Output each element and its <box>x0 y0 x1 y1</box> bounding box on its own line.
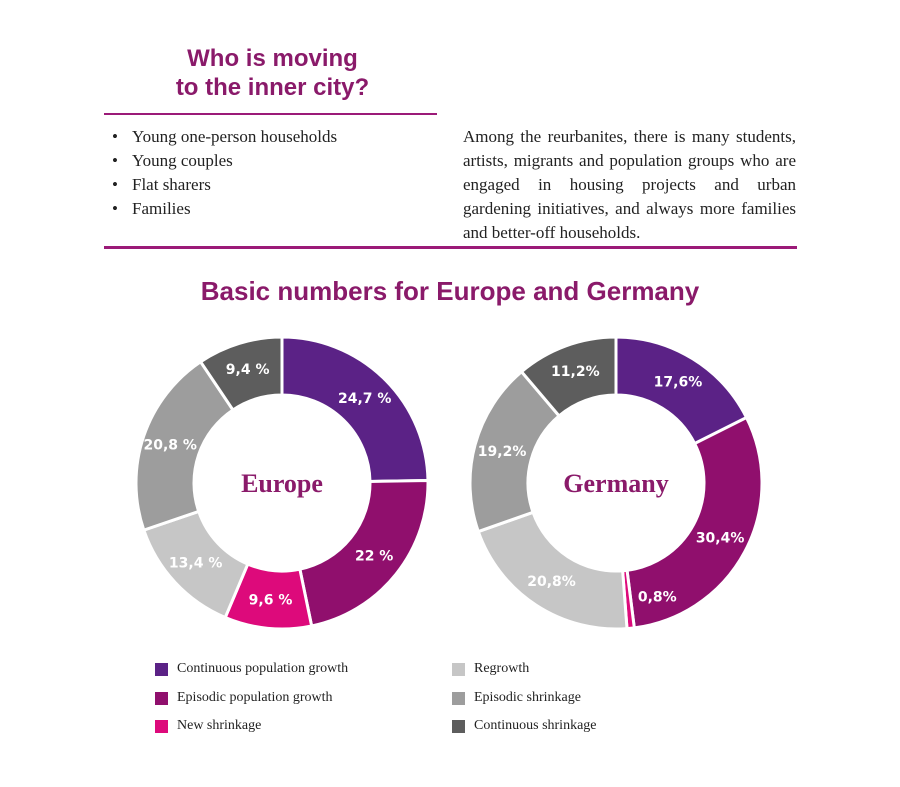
legend-label: Regrowth <box>474 661 530 676</box>
slice-value-label: 19,2% <box>477 444 527 461</box>
donut-slice-regrowth <box>478 512 627 629</box>
slice-value-label: 20,8% <box>527 573 576 590</box>
slice-value-label: 0,8% <box>637 589 677 606</box>
slice-value-label: 9,6 % <box>248 592 293 609</box>
legend-swatch <box>155 720 168 733</box>
list-item: • Young couples <box>112 149 337 173</box>
legend-swatch <box>452 720 465 733</box>
slice-value-label: 13,4 % <box>168 555 223 572</box>
mover-groups-list <box>112 125 337 221</box>
intro-paragraph: Among the reurbanites, there is many students, artists, migrants and population groups who are engaged in housing projects and urban gardening initiatives, and always more families and better-off households. <box>463 127 796 242</box>
slice-value-label: 24,7 % <box>337 390 392 407</box>
slice-value-label: 20,8 % <box>143 437 197 454</box>
legend-label: Episodic population growth <box>177 690 333 705</box>
legend-label: New shrinkage <box>177 718 262 733</box>
slice-value-label: 22 % <box>354 548 394 565</box>
intro-heading <box>110 44 435 102</box>
section-divider <box>104 246 797 249</box>
slice-value-label: 9,4 % <box>225 362 270 379</box>
legend-item <box>452 659 529 679</box>
list-item: • Young one-person households <box>112 125 337 149</box>
legend-item <box>452 688 581 708</box>
list-item: • Families <box>112 197 337 221</box>
legend-item <box>155 716 261 736</box>
donut-center-label: Europe <box>241 469 323 498</box>
legend-label: Continuous population growth <box>177 661 349 676</box>
donut-charts <box>0 320 900 640</box>
slice-value-label: 30,4% <box>695 530 745 547</box>
heading-divider <box>104 113 437 115</box>
slice-value-label: 17,6% <box>653 374 703 391</box>
legend-item <box>155 659 348 679</box>
intro-heading-line-1: Who is moving <box>187 45 358 72</box>
list-item: • Flat sharers <box>112 173 337 197</box>
legend-item <box>155 688 333 708</box>
chart-title: Basic numbers for Europe and Germany <box>200 276 700 306</box>
europe-donut-chart <box>136 337 428 629</box>
legend-swatch <box>452 663 465 676</box>
donut-slice-continuous-population-growth <box>282 337 428 481</box>
legend-swatch <box>155 663 168 676</box>
slice-value-label: 11,2% <box>551 364 600 381</box>
legend-label: Episodic shrinkage <box>474 690 581 705</box>
legend-swatch <box>452 692 465 705</box>
germany-donut-chart <box>470 337 762 629</box>
intro-heading-line-2: to the inner city? <box>175 74 370 101</box>
legend-swatch <box>155 692 168 705</box>
legend-item <box>452 716 597 736</box>
donut-center-label: Germany <box>563 469 669 498</box>
legend-label: Continuous shrinkage <box>474 718 597 733</box>
